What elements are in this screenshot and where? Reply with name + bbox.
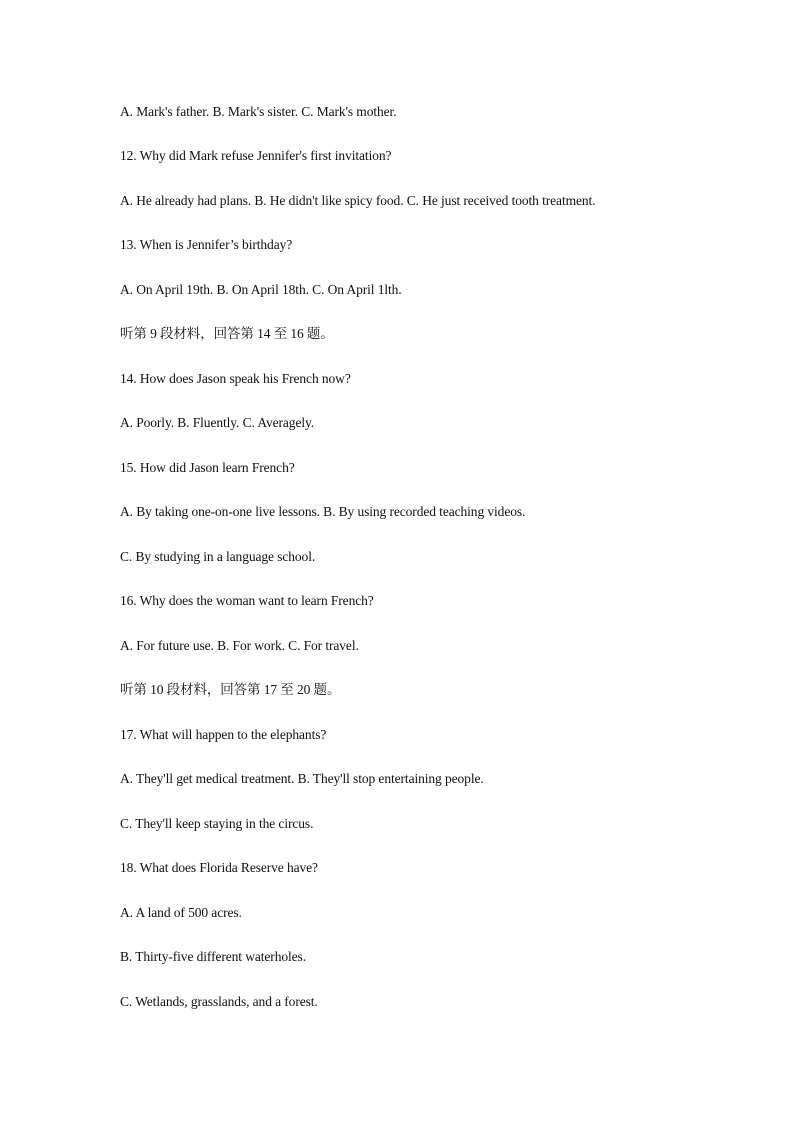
section-instruction-10: 听第 10 段材料，回答第 17 至 20 题。 (120, 682, 341, 697)
answer-option-q18-b: B. Thirty-five different waterholes. (120, 949, 306, 964)
question-17: 17. What will happen to the elephants? (120, 727, 327, 742)
question-13: 13. When is Jennifer’s birthday? (120, 237, 293, 252)
answer-option-q15-c: C. By studying in a language school. (120, 549, 316, 564)
question-15: 15. How did Jason learn French? (120, 460, 295, 475)
answer-options-q12: A. He already had plans. B. He didn't like spicy food. C. He just received tooth treatment. (120, 193, 596, 208)
section-instruction-9: 听第 9 段材料，回答第 14 至 16 题。 (120, 326, 334, 341)
answer-options-q13: A. On April 19th. B. On April 18th. C. On April 1lth. (120, 282, 402, 297)
answer-options-q15-ab: A. By taking one-on-one live lessons. B. By using recorded teaching videos. (120, 504, 526, 519)
answer-options-q11: A. Mark's father. B. Mark's sister. C. Mark's mother. (120, 104, 397, 119)
answer-options-q14: A. Poorly. B. Fluently. C. Averagely. (120, 415, 315, 430)
answer-option-q18-a: A. A land of 500 acres. (120, 905, 242, 920)
question-14: 14. How does Jason speak his French now? (120, 371, 351, 386)
answer-option-q17-c: C. They'll keep staying in the circus. (120, 816, 314, 831)
answer-option-q18-c: C. Wetlands, grasslands, and a forest. (120, 994, 318, 1009)
question-16: 16. Why does the woman want to learn French? (120, 593, 374, 608)
question-12: 12. Why did Mark refuse Jennifer's first invitation? (120, 148, 392, 163)
answer-options-q16: A. For future use. B. For work. C. For travel. (120, 638, 359, 653)
question-18: 18. What does Florida Reserve have? (120, 860, 318, 875)
answer-options-q17-ab: A. They'll get medical treatment. B. They'll stop entertaining people. (120, 771, 484, 786)
